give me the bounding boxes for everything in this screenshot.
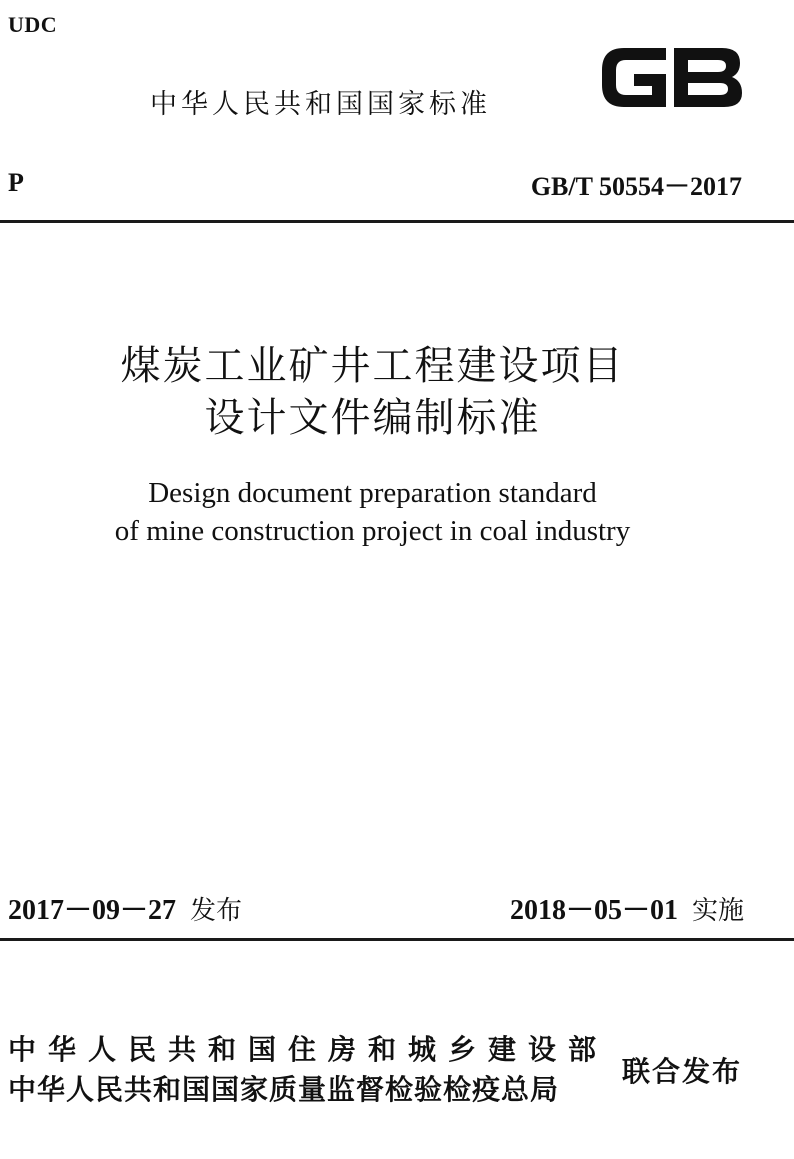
title-cn-line-2: 设计文件编制标准: [204, 395, 541, 441]
issue-label: 发布: [190, 896, 243, 926]
issue-date-block: [8, 888, 242, 928]
title-cn-line-1: 煤炭工业矿井工程建设项目: [120, 343, 625, 389]
implement-label: 实施: [691, 896, 744, 926]
category-label: P: [8, 168, 24, 197]
joint-issue-label: 联合发布: [622, 1055, 743, 1088]
top-divider: [0, 220, 794, 223]
issuers-block: [8, 1030, 608, 1110]
title-english: [0, 474, 745, 550]
title-en-line-1: Design document preparation standard: [148, 477, 597, 509]
issuer-mohurd: 中华人民共和国住房和城乡建设部: [8, 1033, 609, 1066]
implement-date-block: [510, 888, 744, 928]
standard-number: GB/T 50554－2017: [530, 172, 742, 201]
issuer-aqsiq: 中华人民共和国国家质量监督检验检疫总局: [8, 1073, 560, 1106]
title-chinese: [0, 340, 745, 444]
udc-label: UDC: [8, 12, 58, 37]
bottom-divider: [0, 938, 794, 941]
title-en-line-2: of mine construction project in coal industry: [114, 515, 631, 547]
issue-date: 2017－09－27: [8, 895, 177, 926]
national-standard-label: 中华人民共和国国家标准: [150, 89, 491, 120]
gb-logo: [596, 40, 746, 115]
implement-date: 2018－05－01: [509, 895, 678, 926]
